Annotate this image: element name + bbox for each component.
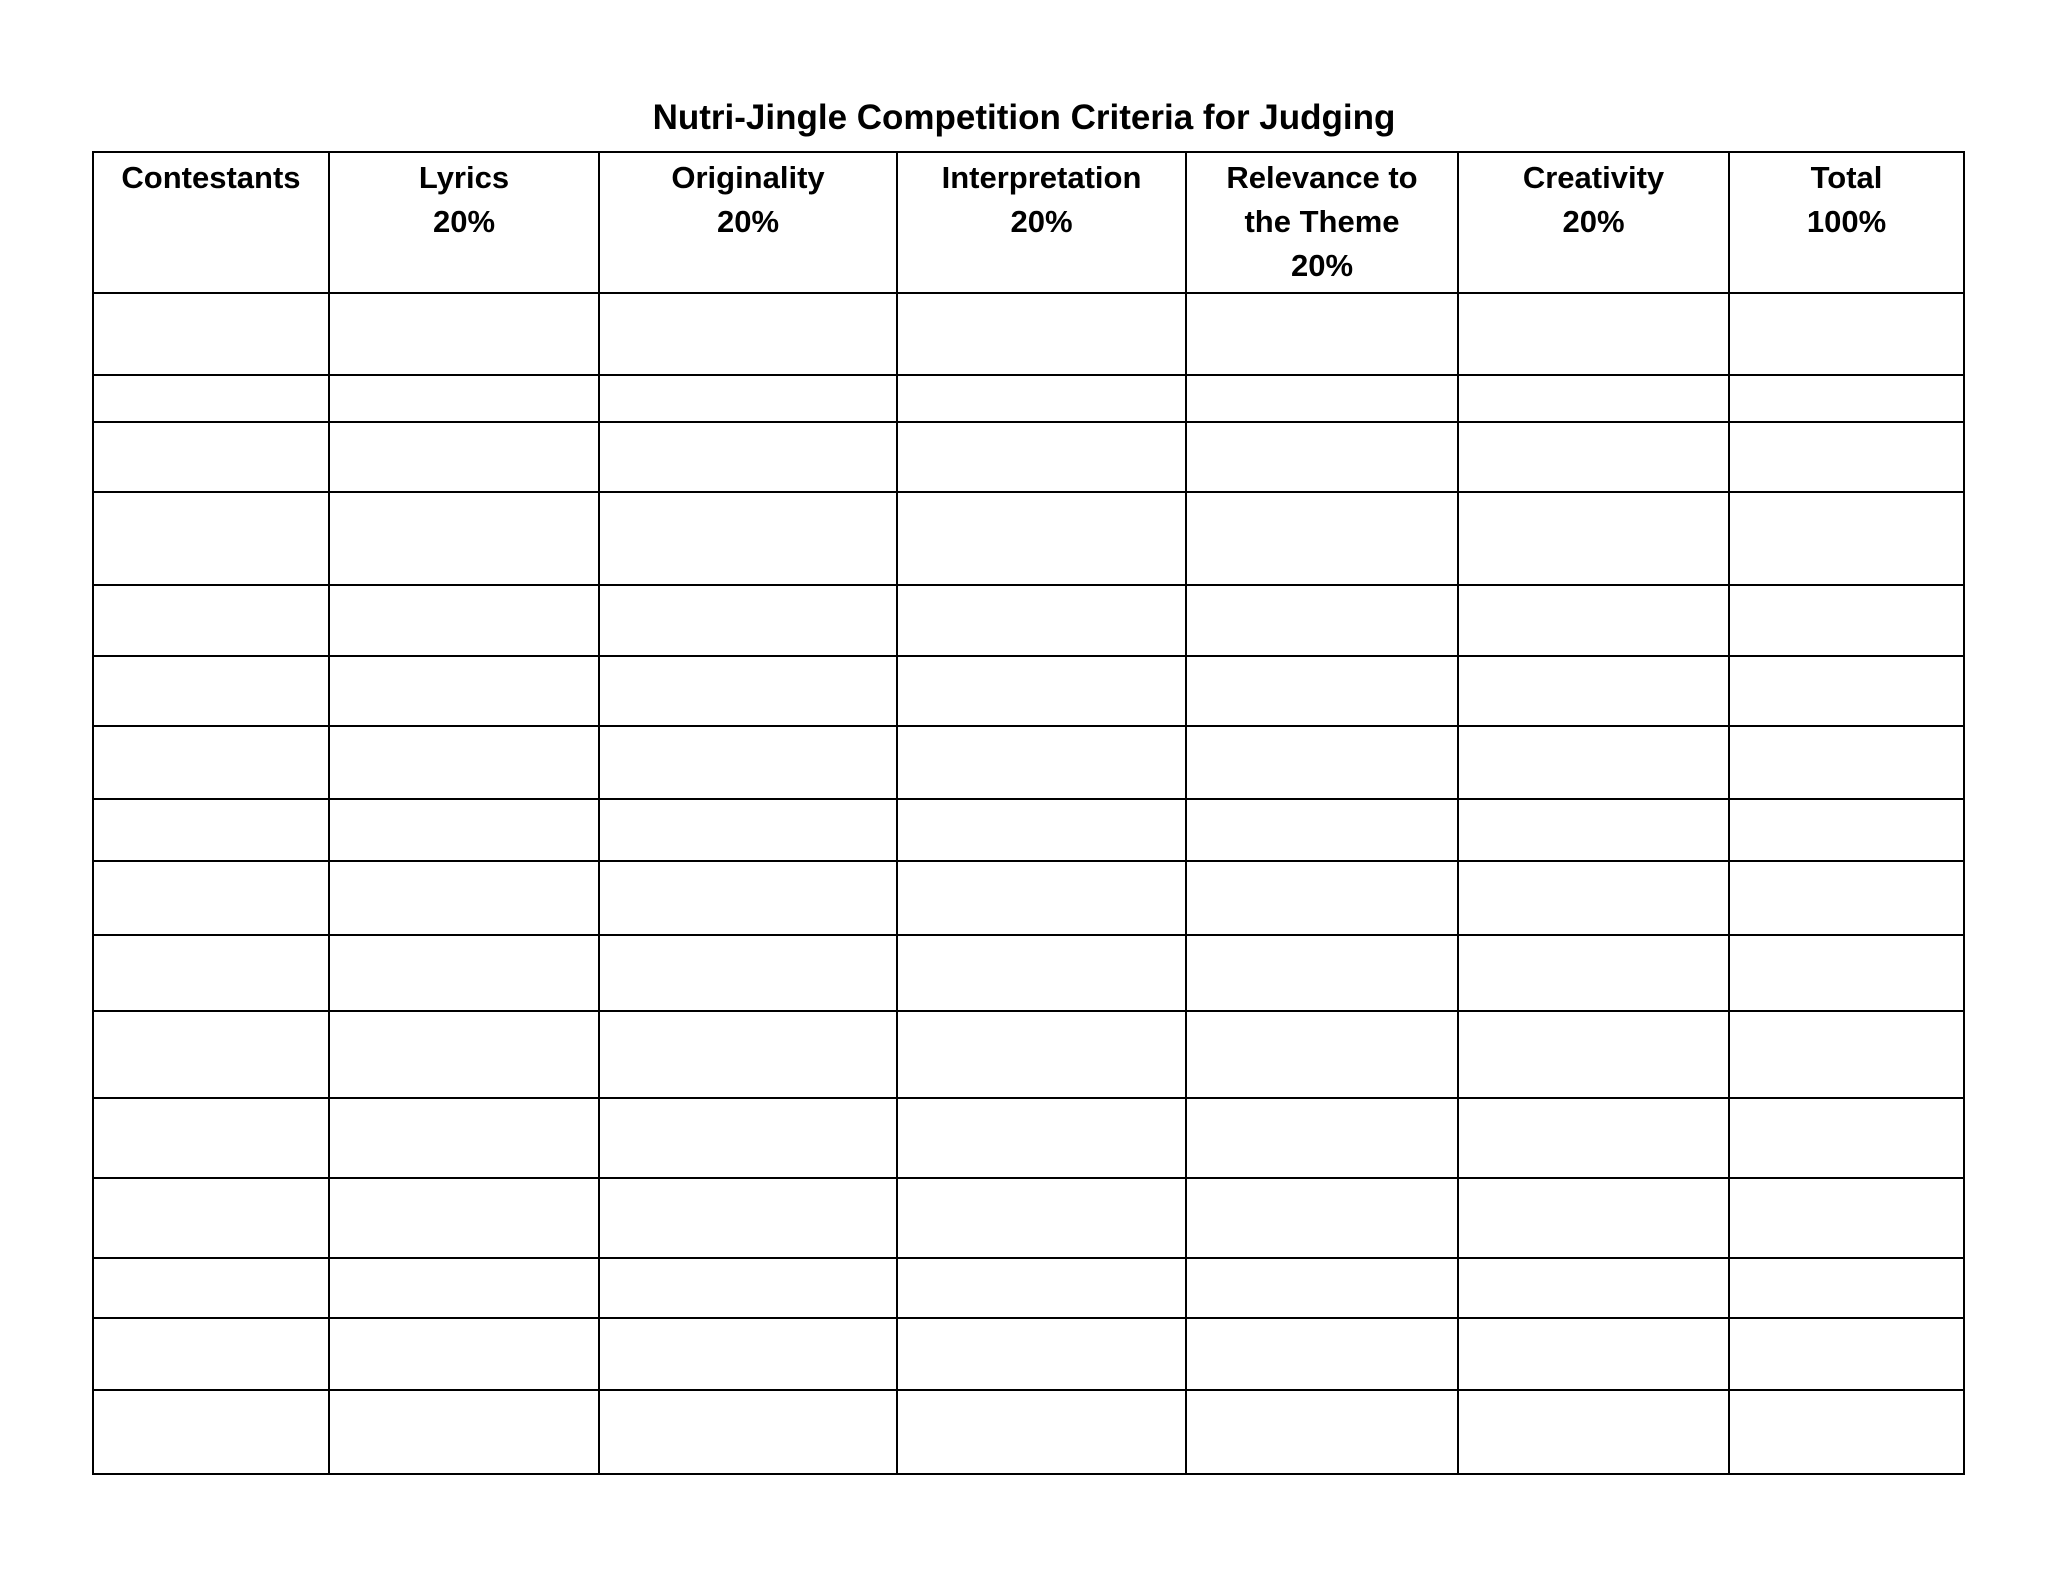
score-cell-total[interactable] — [1729, 861, 1964, 935]
score-cell-creativity[interactable] — [1458, 1390, 1729, 1474]
score-cell-interpretation[interactable] — [897, 585, 1186, 656]
score-cell-lyrics[interactable] — [329, 293, 599, 375]
score-cell-contestant[interactable] — [93, 585, 329, 656]
score-cell-lyrics[interactable] — [329, 1011, 599, 1098]
score-cell-total[interactable] — [1729, 492, 1964, 585]
score-cell-originality[interactable] — [599, 1178, 897, 1258]
score-cell-contestant[interactable] — [93, 1011, 329, 1098]
score-cell-total[interactable] — [1729, 422, 1964, 492]
score-cell-lyrics[interactable] — [329, 861, 599, 935]
score-cell-relevance[interactable] — [1186, 293, 1458, 375]
score-cell-creativity[interactable] — [1458, 1178, 1729, 1258]
score-cell-total[interactable] — [1729, 293, 1964, 375]
table-row — [93, 293, 1964, 375]
score-cell-lyrics[interactable] — [329, 1390, 599, 1474]
score-cell-total[interactable] — [1729, 1318, 1964, 1390]
header-row — [93, 152, 1964, 293]
score-cell-total[interactable] — [1729, 656, 1964, 726]
score-cell-lyrics[interactable] — [329, 935, 599, 1011]
score-cell-relevance[interactable] — [1186, 1178, 1458, 1258]
score-cell-total[interactable] — [1729, 1178, 1964, 1258]
score-cell-lyrics[interactable] — [329, 1318, 599, 1390]
table-row — [93, 375, 1964, 422]
score-cell-contestant[interactable] — [93, 293, 329, 375]
score-cell-contestant[interactable] — [93, 861, 329, 935]
score-cell-originality[interactable] — [599, 799, 897, 861]
score-cell-contestant[interactable] — [93, 935, 329, 1011]
score-cell-total[interactable] — [1729, 799, 1964, 861]
table-row — [93, 1318, 1964, 1390]
score-cell-interpretation[interactable] — [897, 656, 1186, 726]
score-cell-lyrics[interactable] — [329, 1098, 599, 1178]
score-cell-contestant[interactable] — [93, 422, 329, 492]
judging-criteria-table — [92, 151, 1965, 1475]
score-cell-originality[interactable] — [599, 422, 897, 492]
score-cell-relevance[interactable] — [1186, 799, 1458, 861]
score-cell-originality[interactable] — [599, 492, 897, 585]
score-cell-contestant[interactable] — [93, 1318, 329, 1390]
score-cell-relevance[interactable] — [1186, 1390, 1458, 1474]
score-cell-lyrics[interactable] — [329, 375, 599, 422]
table-row — [93, 656, 1964, 726]
score-cell-originality[interactable] — [599, 1318, 897, 1390]
score-cell-contestant[interactable] — [93, 1098, 329, 1178]
score-cell-relevance[interactable] — [1186, 1258, 1458, 1318]
header-originality: Originality 20% — [599, 152, 897, 293]
score-cell-interpretation[interactable] — [897, 293, 1186, 375]
score-cell-originality[interactable] — [599, 375, 897, 422]
score-cell-relevance[interactable] — [1186, 1011, 1458, 1098]
score-cell-creativity[interactable] — [1458, 726, 1729, 799]
score-cell-creativity[interactable] — [1458, 656, 1729, 726]
score-cell-interpretation[interactable] — [897, 492, 1186, 585]
score-cell-relevance[interactable] — [1186, 935, 1458, 1011]
score-cell-creativity[interactable] — [1458, 1011, 1729, 1098]
score-cell-lyrics[interactable] — [329, 585, 599, 656]
table-row — [93, 422, 1964, 492]
score-cell-creativity[interactable] — [1458, 375, 1729, 422]
header-creativity: Creativity 20% — [1458, 152, 1729, 293]
score-cell-total[interactable] — [1729, 1098, 1964, 1178]
table-row — [93, 861, 1964, 935]
score-cell-originality[interactable] — [599, 861, 897, 935]
table-row — [93, 726, 1964, 799]
score-cell-interpretation[interactable] — [897, 935, 1186, 1011]
score-cell-contestant[interactable] — [93, 1178, 329, 1258]
header-contestants: Contestants — [93, 152, 329, 293]
header-relevance-to-theme: Relevance to the Theme 20% — [1186, 152, 1458, 293]
score-cell-creativity[interactable] — [1458, 422, 1729, 492]
score-cell-originality[interactable] — [599, 293, 897, 375]
score-cell-total[interactable] — [1729, 375, 1964, 422]
score-cell-lyrics[interactable] — [329, 656, 599, 726]
score-cell-lyrics[interactable] — [329, 799, 599, 861]
score-cell-interpretation[interactable] — [897, 1318, 1186, 1390]
score-cell-creativity[interactable] — [1458, 1098, 1729, 1178]
score-cell-creativity[interactable] — [1458, 861, 1729, 935]
score-cell-lyrics[interactable] — [329, 1258, 599, 1318]
score-cell-originality[interactable] — [599, 585, 897, 656]
score-cell-creativity[interactable] — [1458, 1318, 1729, 1390]
score-cell-total[interactable] — [1729, 585, 1964, 656]
header-total: Total 100% — [1729, 152, 1964, 293]
score-cell-total[interactable] — [1729, 1011, 1964, 1098]
score-cell-creativity[interactable] — [1458, 935, 1729, 1011]
score-cell-relevance[interactable] — [1186, 492, 1458, 585]
score-cell-originality[interactable] — [599, 1011, 897, 1098]
table-row — [93, 585, 1964, 656]
table-row — [93, 1098, 1964, 1178]
table-row — [93, 492, 1964, 585]
score-cell-interpretation[interactable] — [897, 422, 1186, 492]
score-cell-contestant[interactable] — [93, 1390, 329, 1474]
score-cell-originality[interactable] — [599, 1258, 897, 1318]
score-cell-relevance[interactable] — [1186, 726, 1458, 799]
score-cell-total[interactable] — [1729, 726, 1964, 799]
score-cell-relevance[interactable] — [1186, 656, 1458, 726]
score-cell-lyrics[interactable] — [329, 492, 599, 585]
score-cell-originality[interactable] — [599, 726, 897, 799]
score-cell-interpretation[interactable] — [897, 799, 1186, 861]
score-cell-interpretation[interactable] — [897, 861, 1186, 935]
score-cell-interpretation[interactable] — [897, 1011, 1186, 1098]
score-cell-lyrics[interactable] — [329, 1178, 599, 1258]
score-cell-lyrics[interactable] — [329, 422, 599, 492]
score-cell-contestant[interactable] — [93, 375, 329, 422]
score-cell-interpretation[interactable] — [897, 1258, 1186, 1318]
page-title: Nutri-Jingle Competition Criteria for Judging — [652, 98, 1396, 137]
score-cell-relevance[interactable] — [1186, 861, 1458, 935]
score-cell-originality[interactable] — [599, 1098, 897, 1178]
score-cell-total[interactable] — [1729, 1390, 1964, 1474]
score-cell-interpretation[interactable] — [897, 1178, 1186, 1258]
table-row — [93, 935, 1964, 1011]
score-cell-creativity[interactable] — [1458, 293, 1729, 375]
score-cell-total[interactable] — [1729, 935, 1964, 1011]
score-cell-contestant[interactable] — [93, 799, 329, 861]
table-row — [93, 1390, 1964, 1474]
score-cell-interpretation[interactable] — [897, 375, 1186, 422]
score-cell-relevance[interactable] — [1186, 1098, 1458, 1178]
score-cell-total[interactable] — [1729, 1258, 1964, 1318]
score-cell-creativity[interactable] — [1458, 585, 1729, 656]
score-cell-contestant[interactable] — [93, 1258, 329, 1318]
table-row — [93, 1011, 1964, 1098]
score-cell-interpretation[interactable] — [897, 726, 1186, 799]
score-cell-contestant[interactable] — [93, 492, 329, 585]
score-cell-creativity[interactable] — [1458, 492, 1729, 585]
score-cell-creativity[interactable] — [1458, 799, 1729, 861]
score-cell-lyrics[interactable] — [329, 726, 599, 799]
score-cell-originality[interactable] — [599, 656, 897, 726]
score-cell-contestant[interactable] — [93, 656, 329, 726]
table-row — [93, 1178, 1964, 1258]
score-cell-originality[interactable] — [599, 935, 897, 1011]
score-cell-relevance[interactable] — [1186, 375, 1458, 422]
header-lyrics: Lyrics 20% — [329, 152, 599, 293]
table-body — [93, 293, 1964, 1474]
score-cell-interpretation[interactable] — [897, 1390, 1186, 1474]
score-cell-relevance[interactable] — [1186, 1318, 1458, 1390]
score-cell-relevance[interactable] — [1186, 585, 1458, 656]
score-cell-creativity[interactable] — [1458, 1258, 1729, 1318]
header-interpretation: Interpretation 20% — [897, 152, 1186, 293]
score-cell-interpretation[interactable] — [897, 1098, 1186, 1178]
score-cell-contestant[interactable] — [93, 726, 329, 799]
score-cell-relevance[interactable] — [1186, 422, 1458, 492]
score-cell-originality[interactable] — [599, 1390, 897, 1474]
table-row — [93, 1258, 1964, 1318]
table-row — [93, 799, 1964, 861]
